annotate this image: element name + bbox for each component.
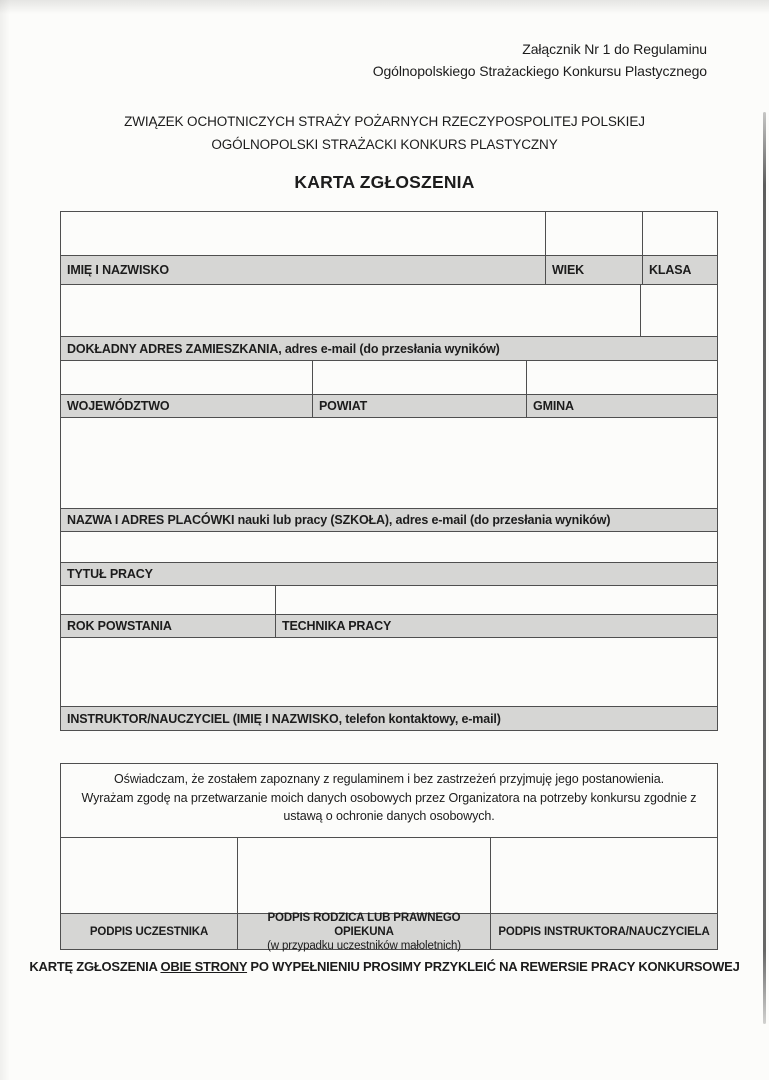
table-row	[61, 418, 717, 509]
participant-signature-cell	[61, 838, 238, 913]
declaration-line-2: Wyrażam zgodę na przetwarzanie moich danych osobowych przez Organizatora na potrzeby konkursu zgodnie z ustawą o ochronie danych osobowych.	[81, 790, 697, 823]
table-row	[61, 509, 717, 532]
parent-signature-label-line-2: (w przypadku uczestników małoletnich)	[267, 939, 461, 952]
footer-instruction-underlined: OBIE STRONY	[160, 959, 248, 974]
declaration-line-1: Oświadczam, że zostałem zapoznany z regulaminem i bez zastrzeżeń przyjmuję jego postanowienia.	[114, 772, 664, 786]
table-row	[61, 563, 717, 586]
commune-entry-cell	[527, 361, 717, 394]
voivodeship-entry-cell	[61, 361, 313, 394]
technique-entry-cell	[276, 586, 717, 614]
table-row	[61, 212, 717, 256]
blank-cell	[641, 285, 717, 336]
form-title: KARTA ZGŁOSZENIA	[294, 172, 475, 192]
class-label: KLASA	[643, 256, 717, 284]
table-row	[61, 586, 717, 615]
table-row	[61, 838, 717, 914]
instructor-entry-cell	[61, 638, 717, 706]
footer-instruction	[0, 959, 769, 974]
table-row	[61, 532, 717, 563]
registration-table	[60, 211, 718, 731]
instructor-signature-label: PODPIS INSTRUKTORA/NAUCZYCIELA	[491, 914, 717, 949]
table-row	[61, 615, 717, 638]
contest-name: OGÓLNOPOLSKI STRAŻACKI KONKURS PLASTYCZNY	[211, 137, 558, 152]
footer-instruction-prefix: KARTĘ ZGŁOSZENIA	[29, 959, 161, 974]
table-row	[61, 395, 717, 418]
declaration-text	[61, 764, 717, 837]
county-entry-cell	[313, 361, 527, 394]
table-row	[61, 337, 717, 361]
attachment-note-line-1: Załącznik Nr 1 do Regulaminu	[522, 41, 707, 57]
scan-edge-shadow	[763, 112, 766, 1024]
table-row	[61, 638, 717, 707]
parent-signature-label	[238, 911, 491, 952]
table-row	[61, 285, 717, 337]
table-row	[61, 256, 717, 285]
work-title-label: TYTUŁ PRACY	[61, 563, 717, 585]
table-row	[61, 911, 717, 952]
work-title-entry-cell	[61, 532, 717, 562]
footer-instruction-suffix: PO WYPEŁNIENIU PROSIMY PRZYKLEIĆ NA REWERSIE PRACY KONKURSOWEJ	[247, 959, 740, 974]
year-entry-cell	[61, 586, 276, 614]
commune-label: GMINA	[527, 395, 717, 417]
address-label: DOKŁADNY ADRES ZAMIESZKANIA, adres e-mail (do przesłania wyników)	[61, 337, 717, 360]
parent-signature-label-line-1: PODPIS RODZICA LUB PRAWNEGO OPIEKUNA	[267, 911, 461, 938]
address-entry-cell	[61, 285, 641, 336]
table-row	[61, 764, 717, 838]
age-entry-cell	[546, 212, 643, 255]
name-label: IMIĘ I NAZWISKO	[61, 256, 546, 284]
technique-label: TECHNIKA PRACY	[276, 615, 717, 637]
participant-signature-label: PODPIS UCZESTNIKA	[61, 914, 238, 949]
class-entry-cell	[643, 212, 717, 255]
declaration-table	[60, 763, 718, 950]
year-label: ROK POWSTANIA	[61, 615, 276, 637]
attachment-note	[373, 38, 707, 82]
school-entry-cell	[61, 418, 717, 508]
instructor-signature-cell	[491, 838, 717, 913]
county-label: POWIAT	[313, 395, 527, 417]
school-label: NAZWA I ADRES PLACÓWKI nauki lub pracy (SZKOŁA), adres e-mail (do przesłania wyników)	[61, 509, 717, 531]
table-row	[61, 361, 717, 395]
parent-signature-cell	[238, 838, 491, 913]
age-label: WIEK	[546, 256, 643, 284]
organization-name: ZWIĄZEK OCHOTNICZYCH STRAŻY POŻARNYCH RZECZYPOSPOLITEJ POLSKIEJ	[124, 114, 645, 129]
voivodeship-label: WOJEWÓDZTWO	[61, 395, 313, 417]
table-row	[61, 707, 717, 730]
attachment-note-line-2: Ogólnopolskiego Strażackiego Konkursu Plastycznego	[372, 63, 707, 79]
name-entry-cell	[61, 212, 546, 255]
instructor-label: INSTRUKTOR/NAUCZYCIEL (IMIĘ I NAZWISKO, telefon kontaktowy, e-mail)	[61, 707, 717, 730]
